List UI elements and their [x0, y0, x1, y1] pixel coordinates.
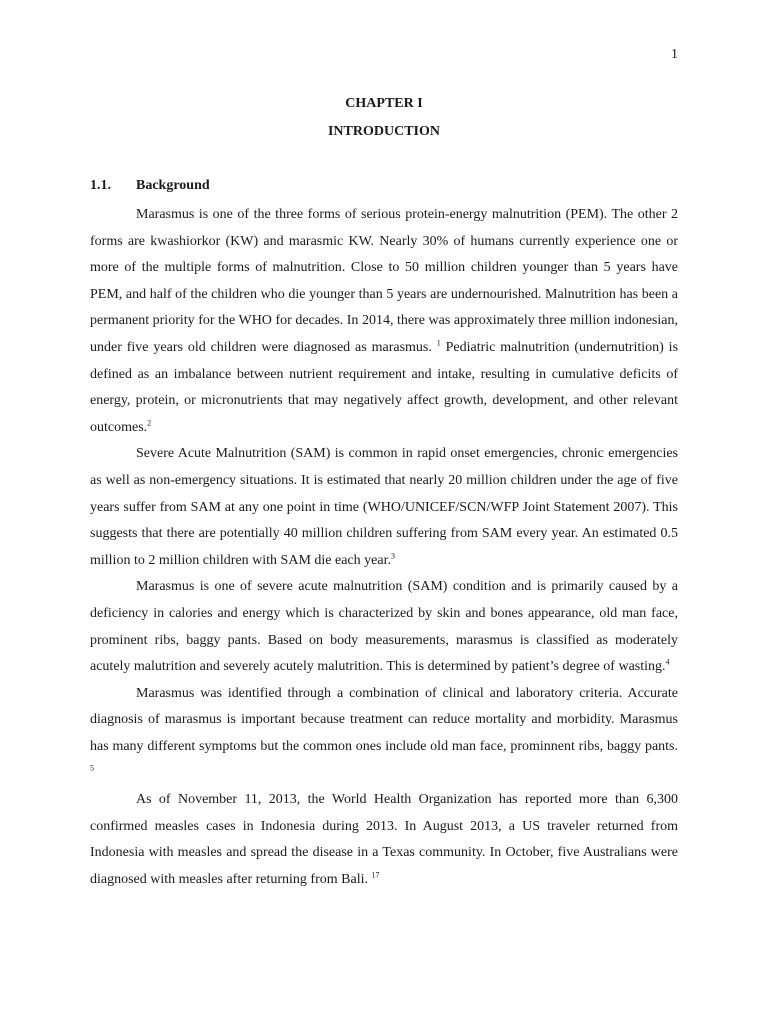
citation-ref: 5 — [90, 763, 94, 773]
paragraph — [90, 441, 678, 574]
paragraph-text: Marasmus is one of the three forms of serious protein-energy malnutrition (PEM). The other 2 forms are kwashiorkor (KW) and marasmic KW. Nearly 30% of humans currently experience one or more of the multiple forms of malnutrition. Close to 50 million children younger than 5 years have PEM, and half of the children who die younger than 5 years are undernourished. Malnutrition has been a permanent priority for the WHO for decades. In 2014, there was approximately three million indonesian, under five years old children were diagnosed as marasmus. — [90, 207, 678, 355]
citation-ref: 4 — [665, 657, 670, 667]
chapter-title: INTRODUCTION — [327, 124, 440, 139]
section-number: 1.1. — [90, 178, 111, 193]
paragraph — [90, 574, 678, 680]
citation-ref: 1 — [436, 338, 441, 348]
paragraph-text: Severe Acute Malnutrition (SAM) is common in rapid onset emergencies, chronic emergencies as well as non-emergency situations. It is estimated that nearly 20 million children under the age of five years suffer from SAM at any one point in time (WHO/UNICEF/SCN/WFP Joint Statement 2007). This suggests that there are potentially 40 million children suffering from SAM every year. An estimated 0.5 million to 2 million children with SAM die each year. — [90, 446, 678, 568]
paragraph-text: Pediatric malnutrition (undernutrition) is defined as an imbalance between nutrient requirement and intake, resulting in cumulative deficits of energy, protein, or micronutrients that may negatively affect growth, development, and other relevant outcomes. — [90, 339, 679, 435]
paragraph — [90, 202, 678, 441]
citation-ref: 17 — [371, 870, 380, 880]
paragraph-text: Marasmus was identified through a combination of clinical and laboratory criteria. Accurate diagnosis of marasmus is important because treatment can reduce mortality and morbidity. Marasmus has many different symptoms but the common ones include old man face, prominnent ribs, baggy pants. — [90, 685, 678, 754]
page-number: 1 — [671, 47, 678, 62]
paragraph-text: As of November 11, 2013, the World Health Organization has reported more than 6,300 confirmed measles cases in Indonesia during 2013. In August 2013, a US traveler returned from Indonesia with measles and spread the disease in a Texas community. In October, five Australians were diagnosed with measles after returning from Bali. — [90, 792, 678, 887]
body-text — [90, 202, 678, 893]
section-heading — [90, 178, 210, 194]
paragraph — [90, 681, 678, 787]
citation-ref: 3 — [390, 551, 395, 561]
section-title: Background — [136, 178, 210, 193]
chapter-label: CHAPTER I — [345, 96, 423, 111]
paragraph — [90, 787, 678, 893]
citation-ref: 2 — [147, 418, 152, 428]
paragraph-text: Marasmus is one of severe acute malnutrition (SAM) condition and is primarily caused by a deficiency in calories and energy which is characterized by skin and bones appearance, old man face, prominent ribs, baggy pants. Based on body measurements, marasmus is classified as moderately acutely malutrition and severely acutely malutrition. This is determined by patient’s degree of wasting. — [90, 579, 678, 675]
